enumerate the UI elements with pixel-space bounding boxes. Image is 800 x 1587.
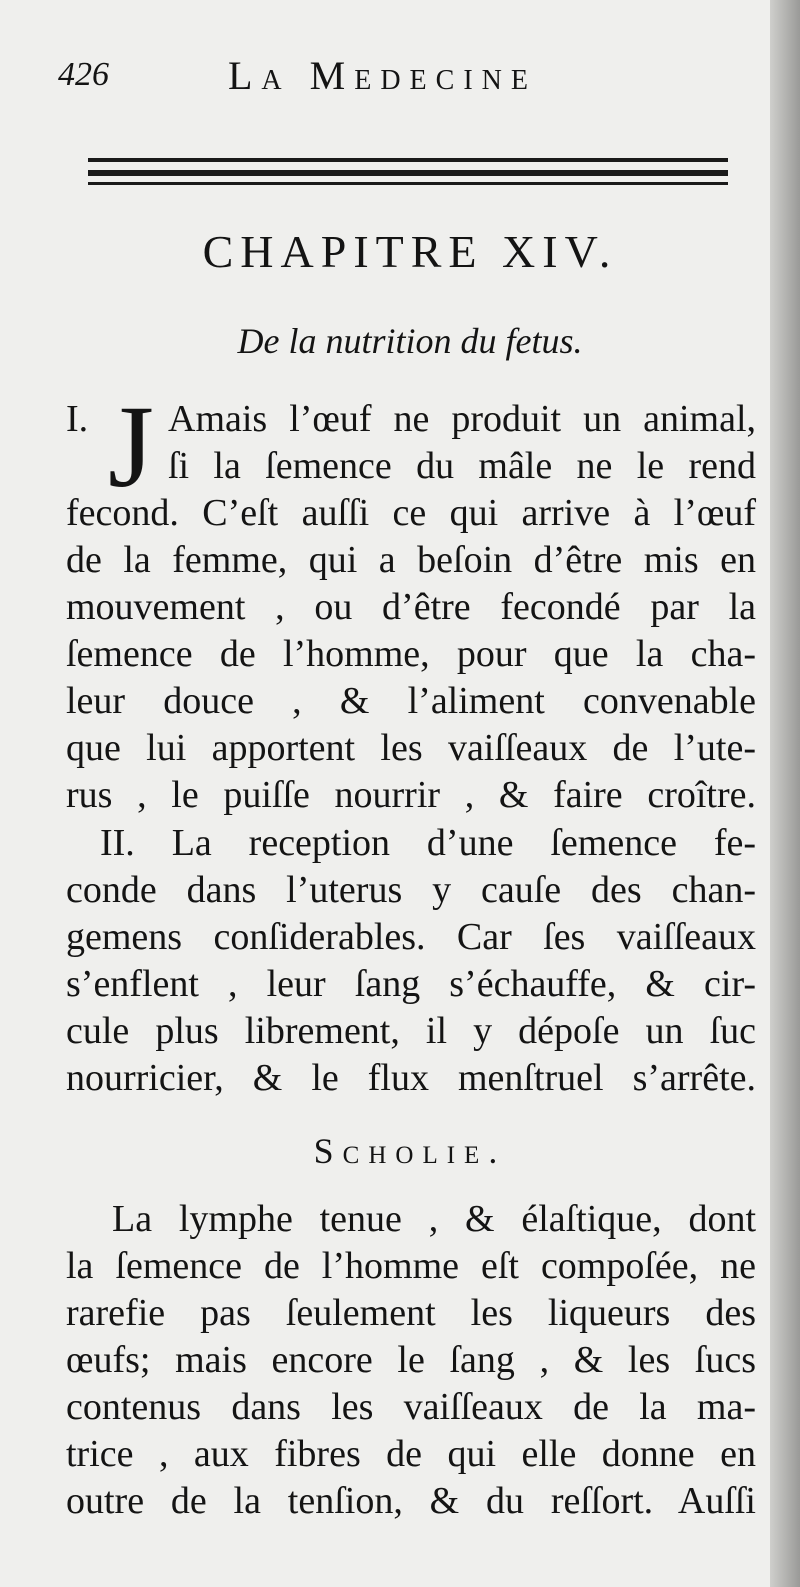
text-line: II. La reception d’une ſemence fe-	[100, 822, 756, 864]
header-rule-top	[88, 158, 728, 162]
text-line: la ſemence de l’homme eſt compoſée, ne	[66, 1245, 756, 1287]
header-rule-middle	[88, 170, 728, 176]
text-line: trice , aux fibres de qui elle donne en	[66, 1433, 756, 1475]
section-title: De la nutrition du fetus.	[237, 321, 583, 361]
text-line: fecond. C’eſt auſſi ce qui arrive à l’œuf	[66, 492, 756, 534]
scholie-heading: Scholie.	[313, 1131, 507, 1171]
text-line: nourricier, & le flux menſtruel s’arrête.	[66, 1057, 756, 1099]
text-line: s’enflent , leur ſang s’échauffe, & cir-	[66, 963, 756, 1005]
page-header	[58, 48, 748, 98]
text-line: La lymphe tenue , & élaſtique, dont	[112, 1198, 756, 1240]
text-line: gemens conſiderables. Car ſes vaiſſeaux	[66, 916, 756, 958]
page-edge-shadow	[770, 0, 800, 1587]
text-line: rus , le puiſſe nourrir , & faire croître.	[66, 774, 756, 816]
text-line: cule plus librement, il y dépoſe un ſuc	[66, 1010, 756, 1052]
drop-cap: J	[108, 381, 154, 512]
page-number: 426	[58, 56, 109, 93]
text-line: contenus dans les vaiſſeaux de la ma-	[66, 1386, 756, 1428]
chapter-title: CHAPITRE XIV.	[202, 226, 618, 277]
text-line: Amais l’œuf ne produit un animal,	[168, 398, 756, 440]
running-head: La Medecine	[228, 53, 537, 98]
paragraph-number: I.	[66, 398, 89, 440]
text-line: que lui apportent les vaiſſeaux de l’ute-	[66, 727, 756, 769]
text-line: ſi la ſemence du mâle ne le rend	[168, 445, 756, 487]
text-line: leur douce , & l’aliment convenable	[66, 680, 756, 722]
text-line: rarefie pas ſeulement les liqueurs des	[66, 1292, 756, 1334]
text-line: de la femme, qui a beſoin d’être mis en	[66, 539, 756, 581]
text-line: outre de la tenſion, & du reſſort. Auſſi	[66, 1480, 756, 1522]
text-line: mouvement , ou d’être fecondé par la	[66, 586, 756, 628]
text-line: conde dans l’uterus y cauſe des chan-	[66, 869, 756, 911]
text-line: œufs; mais encore le ſang , & les ſucs	[66, 1339, 756, 1381]
text-line: ſemence de l’homme, pour que la cha-	[66, 633, 756, 675]
header-rule-bottom	[88, 182, 728, 185]
